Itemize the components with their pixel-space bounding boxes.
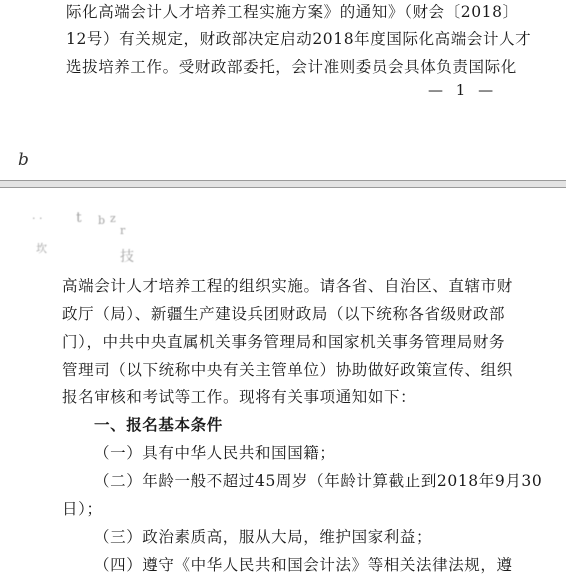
- list-item: （四）遵守《中华人民共和国会计法》等相关法律法规，遵: [94, 556, 513, 574]
- text-line: 门），中共中央直属机关事务管理局和国家机关事务管理局财务: [62, 333, 506, 351]
- text-line: 12号）有关规定，财政部决定启动2018年度国际化高端会计人才: [66, 30, 532, 48]
- text-line: 选拔培养工作。受财政部委托，会计准则委员会具体负责国际化: [66, 58, 517, 76]
- document-page-1: [0, 0, 566, 180]
- list-item: （三）政治素质高，服从大局，维护国家利益；: [94, 528, 433, 546]
- page-separator: [0, 180, 566, 188]
- text-line: 政厅（局）、新疆生产建设兵团财政局（以下统称各省级财政部: [62, 305, 506, 323]
- text-line: 际化高端会计人才培养工程实施方案》的通知》（财会〔2018〕: [66, 3, 519, 21]
- page-number: — 1 —: [428, 81, 498, 99]
- document-page-2: [0, 188, 566, 578]
- text-line: 管理司（以下统称中央有关主管单位）协助做好政策宣传、组织: [62, 361, 513, 379]
- list-item: （一）具有中华人民共和国国籍；: [94, 444, 336, 462]
- list-item: （二）年龄一般不超过45周岁（年龄计算截止到2018年9月30: [94, 472, 543, 490]
- section-heading: 一、报名基本条件: [94, 416, 223, 434]
- margin-handwritten-mark: b: [18, 150, 29, 170]
- text-line: 高端会计人才培养工程的组织实施。请各省、自治区、直辖市财: [62, 277, 513, 295]
- faded-stamp: · · t b z r 坎 技: [32, 210, 134, 265]
- text-line: 报名审核和考试等工作。现将有关事项通知如下：: [62, 388, 417, 406]
- list-item-continuation: 日）；: [62, 500, 103, 518]
